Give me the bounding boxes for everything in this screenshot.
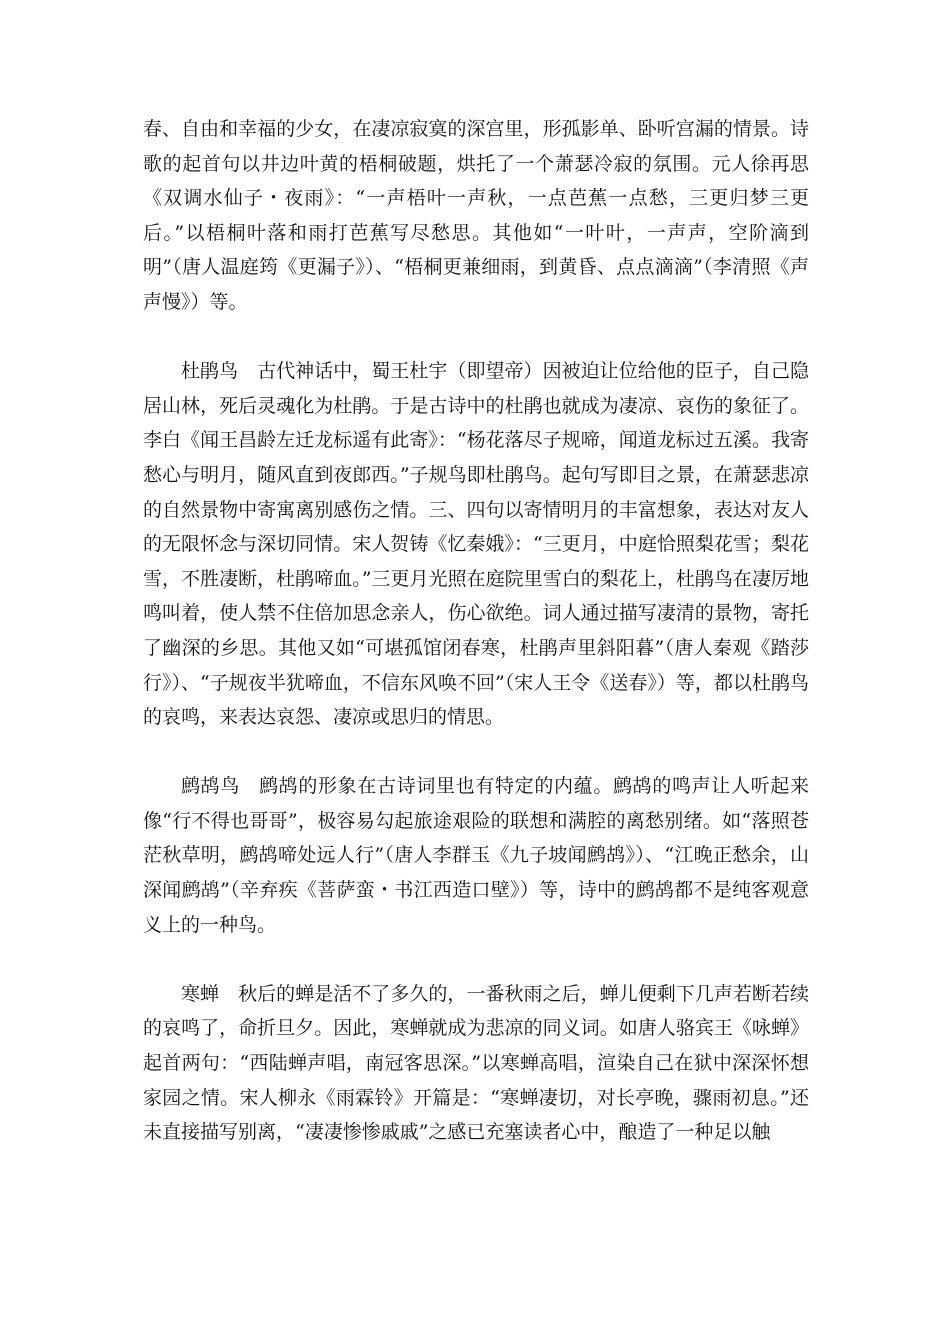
- paragraph-wutong-continued: [143, 112, 809, 320]
- paragraph-text: 鹧鸪的形象在古诗词里也有特定的内蕴。鹧鸪的鸣声让人听起来像“行不得也哥哥”，极容易勾起旅途艰险的联想和满腔的离愁别绪。如“落照苍茫秋草明，鹧鸪啼处远人行”（唐人李群玉《九子坡闻鹧鸪》）、“江晚正愁余，山深闻鹧鸪”（辛弃疾《菩萨蛮・书江西造口壁》）等，诗中的鹧鸪都不是纯客观意义上的一种鸟。: [143, 775, 809, 936]
- paragraph-dujuan: [143, 354, 809, 735]
- paragraph-zhegu: [143, 769, 809, 942]
- entry-term: 寒蝉: [181, 982, 220, 1005]
- paragraph-text: 春、自由和幸福的少女，在凄凉寂寞的深宫里，形孤影单、卧听宫漏的情景。诗歌的起首句以井边叶黄的梧桐破题，烘托了一个萧瑟冷寂的氛围。元人徐再思《双调水仙子・夜雨》：“一声梧叶一声秋，一点芭蕉一点愁，三更归梦三更后。”以梧桐叶落和雨打芭蕉写尽愁思。其他如“一叶叶，一声声，空阶滴到明”（唐人温庭筠《更漏子》）、“梧桐更兼细雨，到黄昏、点点滴滴”（李清照《声声慢》）等。: [143, 118, 809, 313]
- entry-term: 杜鹃鸟: [181, 360, 239, 383]
- document-page: [143, 112, 809, 1150]
- paragraph-text: 古代神话中，蜀王杜宇（即望帝）因被迫让位给他的臣子，自己隐居山林，死后灵魂化为杜鹃。于是古诗中的杜鹃也就成为凄凉、哀伤的象征了。李白《闻王昌龄左迁龙标遥有此寄》：“杨花落尽子规啼，闻道龙标过五溪。我寄愁心与明月，随风直到夜郎西。”子规鸟即杜鹃鸟。起句写即目之景，在萧瑟悲凉的自然景物中寄寓离别感伤之情。三、四句以寄情明月的丰富想象，表达对友人的无限怀念与深切同情。宋人贺铸《忆秦娥》：“三更月，中庭恰照梨花雪；梨花雪，不胜凄断，杜鹃啼血。”三更月光照在庭院里雪白的梨花上，杜鹃鸟在凄厉地鸣叫着，使人禁不住倍加思念亲人，伤心欲绝。词人通过描写凄清的景物，寄托了幽深的乡思。其他又如“可堪孤馆闭春寒，杜鹃声里斜阳暮”（唐人秦观《踏莎行》）、“子规夜半犹啼血，不信东风唤不回”（宋人王令《送春》）等，都以杜鹃鸟的哀鸣，来表达哀怨、凄凉或思归的情思。: [143, 360, 809, 729]
- entry-term: 鹧鸪鸟: [181, 775, 240, 798]
- paragraph-hanchan: [143, 977, 809, 1150]
- paragraph-text: 秋后的蝉是活不了多久的，一番秋雨之后，蝉儿便剩下几声若断若续的哀鸣了，命折旦夕。因此，寒蝉就成为悲凉的同义词。如唐人骆宾王《咏蝉》起首两句：“西陆蝉声唱，南冠客思深。”以寒蝉高唱，渲染自己在狱中深深怀想家园之情。宋人柳永《雨霖铃》开篇是：“寒蝉凄切，对长亭晚，骤雨初息。”还未直接描写别离，“凄凄惨惨戚戚”之感已充塞读者心中，酿造了一种足以触: [143, 982, 809, 1144]
